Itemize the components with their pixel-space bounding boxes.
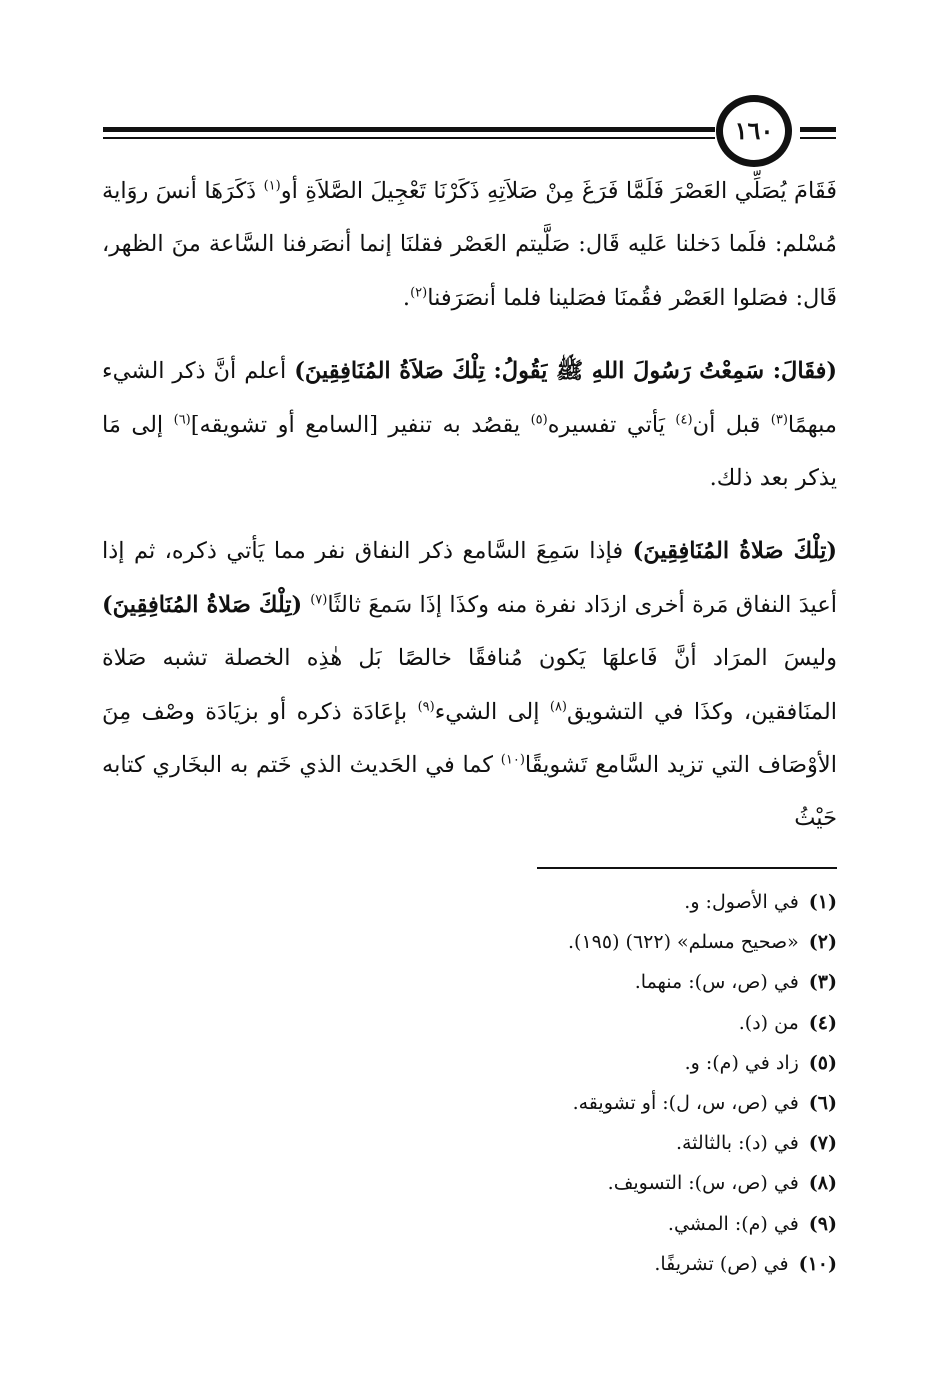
page-number-badge	[716, 95, 792, 167]
footnote-ref: (١)	[263, 178, 281, 194]
footnote-text: في (د): بالثالثة.	[675, 1132, 799, 1155]
text-run: ذَكَرَهَا أنسَ روَاية مُسْلم: فلَما دَخلنا عَليه قَال: صَلَّيتم العَصْر فقلنَا إنما أنصَرفنا السَّاعة منَ الظهر، قَال: فصَلوا العَصْر فقُمنَا فصَلينا فلما أنصَرَفنا	[102, 178, 837, 311]
footnote-number: (٣)	[808, 971, 837, 994]
text-run: فَقَامَ يُصَلِّي العَصْرَ فَلَمَّا فَرَغَ مِنْ صَلاَتِهِ ذَكَرْنَا تَعْجِيلَ الصَّلاَةِ أو	[280, 178, 837, 204]
footnotes	[300, 882, 837, 1284]
text-run: فإذا سَمِعَ السَّامع ذكر النفاق نفر مما يَأتي ذكره، ثم إذا أعيدَ النفاق مَرة أخرى ازدَاد نفرة منه وكذَا إذَا سَمعَ ثالثًا	[102, 538, 837, 618]
text-run: بإعَادَة ذكره أو بزيَادَة وصْف مِنَ الأوْصَاف التي تزيد السَّامع تَشويقًا	[102, 698, 837, 779]
header-rule-right-thick	[800, 127, 836, 132]
footnote-ref: (٣)	[770, 412, 788, 428]
text-run: أعلم أنَّ ذكر الشيء مبهمًا	[102, 358, 837, 438]
footnote-number: (٩)	[808, 1212, 837, 1235]
footnote-number: (٤)	[808, 1011, 837, 1034]
text-run: إلى مَا يذكر بعد ذلك.	[102, 411, 837, 492]
footnote-ref: (٤)	[675, 412, 693, 428]
text-run: قبل أن	[692, 411, 771, 438]
page-number: ١٦٠	[734, 116, 774, 145]
footnote-item	[300, 922, 837, 962]
footnote-item	[300, 1163, 837, 1203]
footnote-ref: (١٠)	[500, 752, 525, 768]
footnote-ref: (٨)	[549, 699, 567, 715]
footnote-number: (٧)	[808, 1132, 837, 1155]
footnote-text: في الأصول: و.	[684, 891, 799, 913]
footnote-text: في (ص، س): التسويف.	[607, 1172, 799, 1195]
text-run: يَأتي تفسيره	[547, 411, 676, 438]
footnote-item	[300, 962, 837, 1002]
footnote-number: (٦)	[808, 1092, 837, 1115]
footnote-separator	[537, 867, 837, 869]
footnote-ref: (٧)	[310, 592, 328, 608]
footnote-item	[300, 1204, 837, 1244]
paragraph-3	[102, 525, 837, 845]
footnote-ref: (٦)	[173, 412, 191, 428]
footnote-item	[300, 1043, 837, 1083]
text-run: .	[402, 284, 411, 311]
footnote-number: (٢)	[808, 931, 837, 954]
footnote-text: من (د).	[738, 1011, 799, 1034]
hadith-quote: (تِلْكَ صَلاةُ المُنَافِقِينَ)	[632, 538, 837, 565]
footnote-text: زاد في (م): و.	[684, 1051, 799, 1074]
footnote-number: (١٠)	[798, 1252, 837, 1275]
footnote-item	[300, 1244, 837, 1284]
header-rule-right-thin	[800, 137, 836, 139]
footnote-item	[300, 1123, 837, 1163]
footnote-text: «صحيح مسلم» (٦٢٢) (١٩٥).	[568, 931, 799, 954]
page-header	[0, 0, 950, 170]
footnote-number: (١)	[808, 891, 837, 913]
footnote-number: (٥)	[808, 1051, 837, 1074]
footnote-number: (٨)	[808, 1172, 837, 1195]
footnote-ref: (٢)	[410, 285, 428, 301]
footnote-text: في (ص) تشريفًا.	[654, 1252, 789, 1275]
main-text	[102, 165, 837, 846]
footnote-item	[300, 882, 837, 922]
footnote-ref: (٩)	[417, 699, 435, 715]
hadith-quote: (فقَالَ: سَمِعْتُ رَسُولَ اللهِ ﷺ يَقُولُ: تِلْكَ صَلاَةُ المُنَافِقِينَ)	[294, 358, 837, 385]
footnote-text: في (ص، س، ل): أو تشويقه.	[572, 1092, 799, 1115]
text-run: إلى الشيء	[434, 698, 550, 725]
footnote-text: في (ص، س): منهما.	[634, 971, 799, 994]
text-run: كما في الحَديث الذي خَتم به البخَاري كتابه حَيْثُ	[102, 752, 837, 832]
paragraph-2	[102, 345, 837, 505]
footnote-item	[300, 1003, 837, 1043]
footnote-text: في (م): المشي.	[667, 1212, 799, 1235]
header-rule-thick	[103, 127, 715, 132]
paragraph-1	[102, 165, 837, 325]
text-run: يقصُد به تنفير [السامع أو تشويقه]	[190, 411, 531, 438]
text-run: وليسَ المرَاد أنَّ فَاعلهَا يَكون مُنافقًا خالصًا بَل هٰذِه الخصلة تشبه صَلاة المنَافقين، وكذَا في التشويق	[102, 645, 837, 725]
hadith-quote: (تِلْكَ صَلاةُ المُنَافِقِينَ)	[102, 591, 311, 618]
footnote-item	[300, 1083, 837, 1123]
footnote-ref: (٥)	[530, 412, 548, 428]
header-rule-thin	[103, 137, 715, 139]
